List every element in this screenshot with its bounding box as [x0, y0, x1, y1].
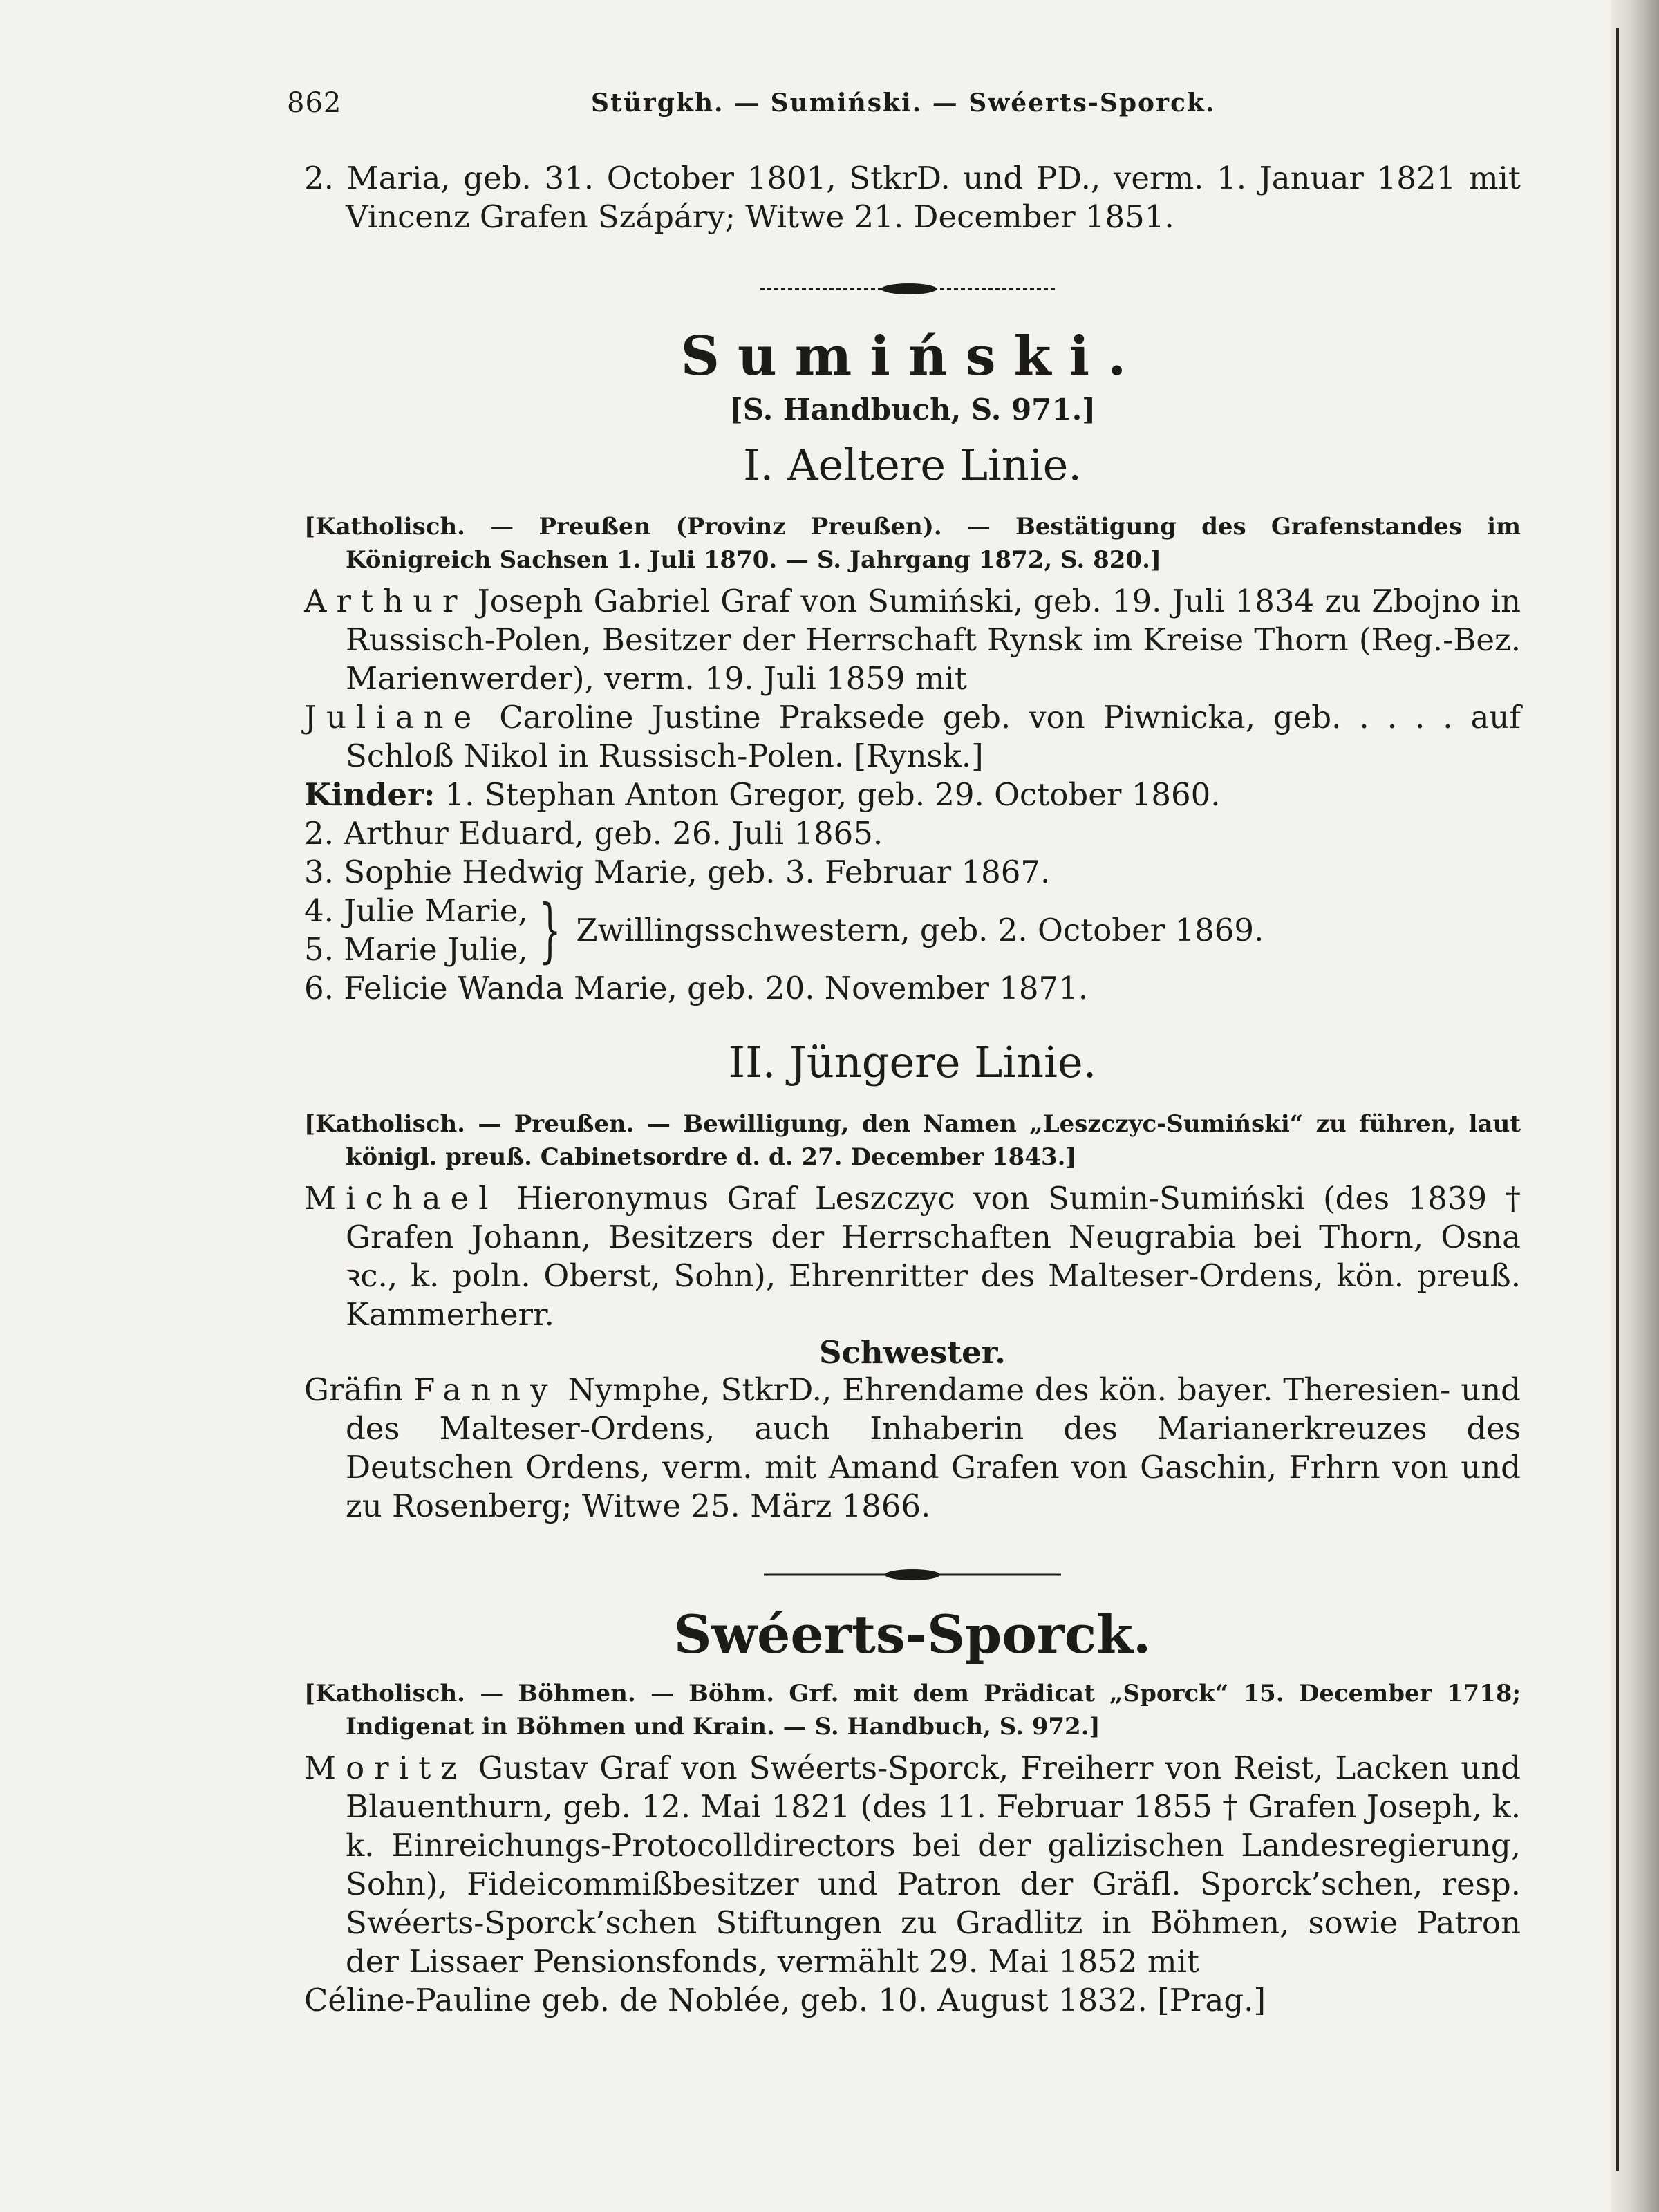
twins-note: Zwillingsschwestern, geb. 2. October 1869. — [576, 912, 1264, 948]
page-number: 862 — [287, 87, 342, 119]
ornamental-divider — [753, 275, 1065, 303]
twins-brace: } — [538, 890, 561, 971]
wife-name: Juliane — [304, 699, 482, 735]
sister-prefix: Gräfin — [304, 1371, 404, 1408]
page-header — [280, 87, 1234, 120]
head-name: Moritz — [304, 1750, 467, 1786]
section-title-sweerts: Swéerts-Sporck. — [673, 1604, 1152, 1665]
child-3: 3. Sophie Hedwig Marie, geb. 3. Februar 1867. — [304, 854, 1051, 890]
sister-heading: Schwester. — [819, 1334, 1006, 1371]
section-reference: [S. Handbuch, S. 971.] — [729, 393, 1096, 427]
head-name: Michael — [304, 1180, 498, 1217]
older-line-block — [304, 510, 1521, 1008]
intro-entry — [304, 159, 1521, 236]
child-2: 2. Arthur Eduard, geb. 26. Juli 1865. — [304, 815, 883, 852]
wife-text: Caroline Justine Praksede geb. von Piwnicka, geb. . . . . auf Schloß Nikol in Russisch-Polen. [Rynsk.] — [346, 699, 1521, 774]
ornamental-divider — [757, 1561, 1068, 1588]
child-6: 6. Felicie Wanda Marie, geb. 20. November 1871. — [304, 970, 1089, 1006]
head-text: Gustav Graf von Swéerts-Sporck, Freiherr von Reist, Lacken und Blauenthurn, geb. 12. Mai 1821 (des 11. Februar 1855 † Grafen Joseph, k. k. Einreichungs-Protocolldirectors bei der galizischen Landesregierung, Sohn), Fideicommißbesitzer und Patron der Gräfl. Sporck’schen, resp. Swéerts-Sporck’schen Stiftungen zu Gradlitz in Böhmen, sowie Patron der Lissaer Pensionsfonds, vermählt 29. Mai 1852 mit — [346, 1750, 1521, 1980]
entry-celine: Céline-Pauline geb. de Noblée, geb. 10. August 1832. [Prag.] — [304, 1982, 1266, 2018]
older-line-heading: I. Aeltere Linie. — [742, 440, 1082, 490]
entry-moritz — [304, 1749, 1521, 1981]
younger-line-heading: II. Jüngere Linie. — [728, 1037, 1097, 1087]
younger-line-block — [304, 1107, 1521, 1526]
book-binding-edge — [1611, 0, 1659, 2212]
twins-row — [304, 892, 1521, 969]
binding-line — [1616, 28, 1619, 2171]
kinder-label: Kinder: — [304, 776, 435, 813]
older-line-note: [Katholisch. — Preußen (Provinz Preußen). — Bestätigung des Grafenstandes im Königreich Sachsen 1. Juli 1870. — S. Jahrgang 1872, S. 820.] — [304, 513, 1521, 574]
younger-line-note: [Katholisch. — Preußen. — Bewilligung, den Namen „Leszczyc-Sumiński“ zu führen, laut königl. preuß. Cabinetsordre d. d. 27. December 1843.] — [304, 1110, 1521, 1171]
section-title-suminski: Sumiński. — [680, 325, 1145, 388]
head-name: Arthur — [304, 583, 467, 619]
sweerts-block — [304, 1677, 1521, 2020]
sweerts-note: [Katholisch. — Böhmen. — Böhm. Grf. mit dem Prädicat „Sporck“ 15. December 1718; Indigenat in Böhmen und Krain. — S. Handbuch, S. 972.] — [304, 1680, 1521, 1741]
head-text: Joseph Gabriel Graf von Sumiński, geb. 19. Juli 1834 zu Zbojno in Russisch-Polen, Besitzer der Herrschaft Rynsk im Kreise Thorn (Reg.-Bez. Marienwerder), verm. 19. Juli 1859 mit — [346, 583, 1521, 697]
child-row — [304, 776, 1521, 814]
entry-fanny — [304, 1371, 1521, 1526]
entry-juliane — [304, 698, 1521, 776]
child-4: 4. Julie Marie, — [304, 892, 528, 929]
child-5: 5. Marie Julie, — [304, 931, 528, 968]
sister-text: Nymphe, StkrD., Ehrendame des kön. bayer. Theresien- und des Malteser-Ordens, auch Inhaberin des Marianerkreuzes des Deutschen Ordens, verm. mit Amand Grafen von Gaschin, Frhrn von und zu Rosenberg; Witwe 25. März 1866. — [346, 1371, 1521, 1524]
children-list — [304, 776, 1521, 1008]
sister-name: Fanny — [413, 1371, 558, 1408]
child-1: 1. Stephan Anton Gregor, geb. 29. October 1860. — [444, 776, 1221, 813]
head-text: Hieronymus Graf Leszczyc von Sumin-Sumiński (des 1839 † Grafen Johann, Besitzers der Herrschaften Neugrabia bei Thorn, Osna ꝛc., k. poln. Oberst, Sohn), Ehrenritter des Malteser-Ordens, kön. preuß. Kammerherr. — [346, 1180, 1521, 1333]
entry-michael — [304, 1179, 1521, 1334]
entry-maria: 2. Maria, geb. 31. October 1801, StkrD. und PD., verm. 1. Januar 1821 mit Vincenz Grafen Szápáry; Witwe 21. December 1851. — [304, 160, 1521, 235]
twin-names — [304, 892, 528, 969]
entry-arthur — [304, 582, 1521, 698]
running-title: Stürgkh. — Sumiński. — Swéerts-Sporck. — [591, 88, 1216, 118]
